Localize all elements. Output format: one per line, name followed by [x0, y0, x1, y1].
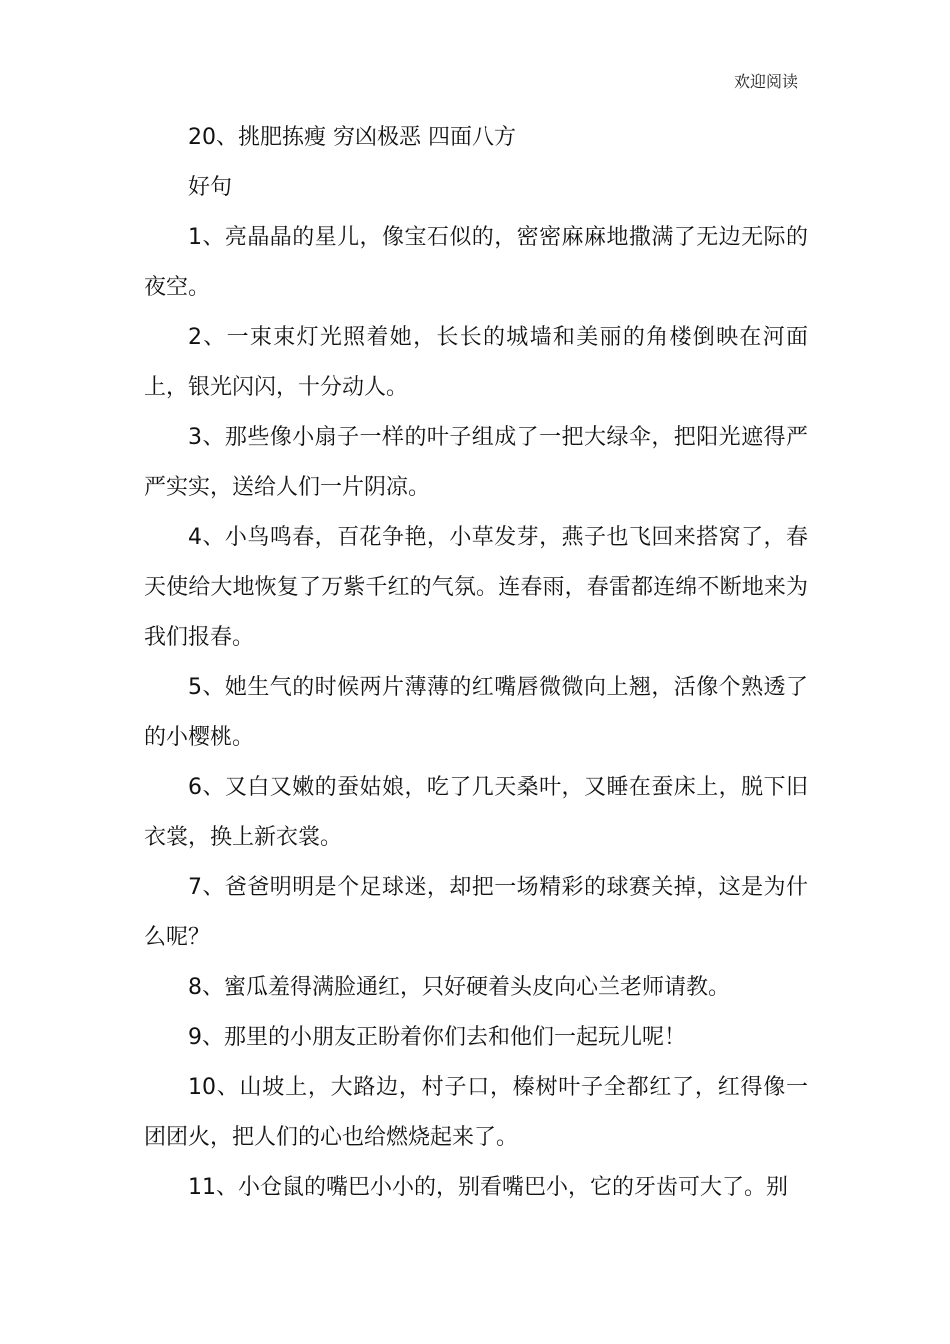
sentence-item: 5、她生气的时候两片薄薄的红嘴唇微微向上翘，活像个熟透了的小樱桃。 [144, 675, 808, 750]
sentence-item: 2、一束束灯光照着她，长长的城墙和美丽的角楼倒映在河面上，银光闪闪，十分动人。 [144, 325, 808, 400]
word-list-line: 20、挑肥拣瘦 穷凶极恶 四面八方 [188, 125, 516, 150]
page-header: 欢迎阅读 [733, 72, 798, 91]
sentence-item: 8、蜜瓜羞得满脸通红，只好硬着头皮向心兰老师请教。 [188, 975, 730, 1000]
section-heading: 好句 [188, 175, 233, 200]
sentence-item: 1、亮晶晶的星儿，像宝石似的，密密麻麻地撒满了无边无际的夜空。 [144, 225, 808, 300]
sentence-item: 11、小仓鼠的嘴巴小小的，别看嘴巴小，它的牙齿可大了。别 [188, 1175, 788, 1200]
sentence-item: 4、小鸟鸣春，百花争艳，小草发芽，燕子也飞回来搭窝了，春天使给大地恢复了万紫千红的气氛。连春雨，春雷都连绵不断地来为我们报春。 [144, 525, 808, 650]
sentence-item: 10、山坡上，大路边，村子口，榛树叶子全都红了，红得像一团团火，把人们的心也给燃烧起来了。 [144, 1075, 808, 1150]
sentence-item: 9、那里的小朋友正盼着你们去和他们一起玩儿呢！ [188, 1025, 686, 1050]
sentence-item: 7、爸爸明明是个足球迷，却把一场精彩的球赛关掉，这是为什么呢？ [144, 875, 808, 950]
sentence-item: 6、又白又嫩的蚕姑娘，吃了几天桑叶，又睡在蚕床上，脱下旧衣裳，换上新衣裳。 [144, 775, 808, 850]
document-body [144, 113, 808, 1213]
sentence-item: 3、那些像小扇子一样的叶子组成了一把大绿伞，把阳光遮得严严实实，送给人们一片阴凉。 [144, 425, 808, 500]
